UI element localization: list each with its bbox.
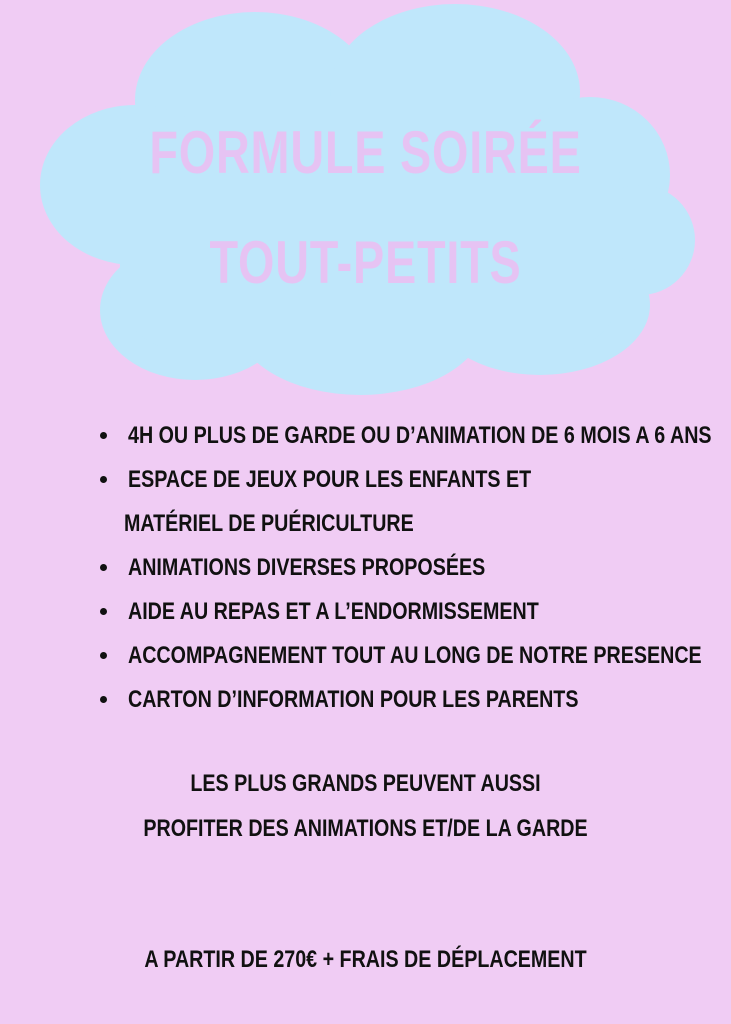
bullet-dot-icon xyxy=(100,476,107,483)
list-item-text: CARTON D’INFORMATION POUR LES PARENTS xyxy=(128,686,579,713)
list-item-continuation xyxy=(100,502,700,546)
bullet-dot-icon xyxy=(100,608,107,615)
list-item xyxy=(100,414,712,458)
features-list xyxy=(100,414,712,722)
list-item xyxy=(100,590,700,634)
list-item-text: ESPACE DE JEUX POUR LES ENFANTS ET xyxy=(128,466,532,493)
cloud-fill xyxy=(40,4,695,395)
list-item-text: ACCOMPAGNEMENT TOUT AU LONG DE NOTRE PRESENCE xyxy=(128,642,702,669)
list-item xyxy=(100,458,700,502)
note-line-1: LES PLUS GRANDS PEUVENT AUSSI xyxy=(190,770,541,797)
bullet-dot-icon xyxy=(100,696,107,703)
cloud-shape xyxy=(0,0,731,420)
note-line-2: PROFITER DES ANIMATIONS ET/DE LA GARDE xyxy=(143,815,588,842)
list-item xyxy=(100,546,700,590)
bullet-dot-icon xyxy=(100,564,107,571)
list-item-text: MATÉRIEL DE PUÉRICULTURE xyxy=(124,510,414,537)
bullet-dot-icon xyxy=(100,652,107,659)
list-item-text: AIDE AU REPAS ET A L’ENDORMISSEMENT xyxy=(128,598,539,625)
bullet-dot-icon xyxy=(100,432,107,439)
list-item xyxy=(100,634,700,678)
list-item-text: 4H OU PLUS DE GARDE OU D’ANIMATION DE 6 MOIS A 6 ANS xyxy=(128,422,712,449)
price-line: A PARTIR DE 270€ + FRAIS DE DÉPLACEMENT xyxy=(144,946,587,973)
list-item-text: ANIMATIONS DIVERSES PROPOSÉES xyxy=(128,554,486,581)
title-line-2: TOUT-PETITS xyxy=(209,229,522,296)
list-item xyxy=(100,678,700,722)
title-line-1: FORMULE SOIRÉE xyxy=(149,119,582,186)
